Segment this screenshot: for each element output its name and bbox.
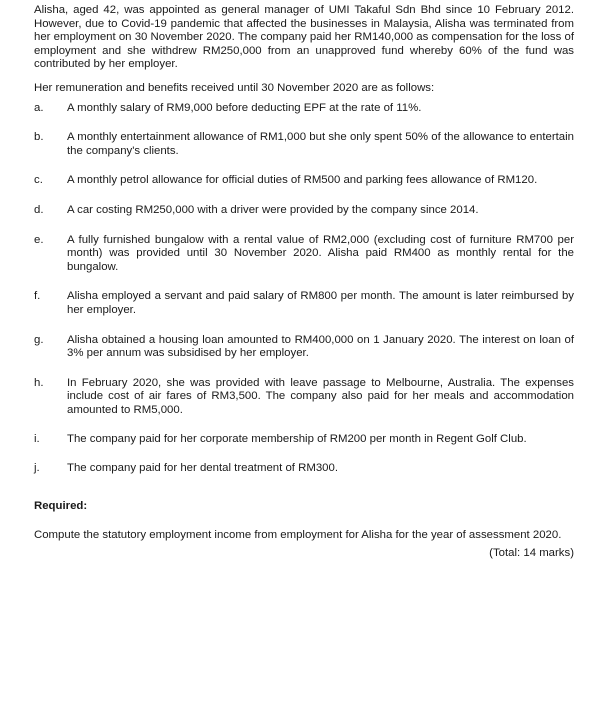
list-item-label: d. — [34, 203, 44, 216]
list-item-label: h. — [34, 376, 44, 389]
list-item-text: The company paid for her dental treatment of RM300. — [67, 462, 338, 475]
list-item-b — [34, 131, 574, 158]
list-item-a — [34, 102, 574, 116]
list-item-label: f. — [34, 290, 41, 303]
list-item-i — [34, 433, 574, 447]
list-item-g — [34, 334, 574, 361]
list-item-label: j. — [34, 462, 40, 475]
list-item-label: e. — [34, 233, 44, 246]
list-item-text: A monthly salary of RM9,000 before deducting EPF at the rate of 11%. — [67, 101, 422, 114]
list-item-text: Alisha employed a servant and paid salary of RM800 per month. The amount is later reimbursed by her employer. — [67, 290, 574, 316]
list-item-text: Alisha obtained a housing loan amounted to RM400,000 on 1 January 2020. The interest on loan of 3% per annum was subsidised by her employer. — [67, 333, 574, 360]
lead-sentence: Her remuneration and benefits received until 30 November 2020 are as follows: — [34, 81, 435, 94]
required-heading: Required: — [34, 499, 88, 512]
list-item-text: A car costing RM250,000 with a driver were provided by the company since 2014. — [67, 203, 479, 216]
list-item-j — [34, 462, 574, 476]
task-statement: Compute the statutory employment income from employment for Alisha for the year of assessment 2020. — [34, 529, 562, 542]
list-item-f — [34, 290, 574, 317]
list-item-text: The company paid for her corporate membership of RM200 per month in Regent Golf Club. — [67, 433, 527, 446]
list-item-e — [34, 234, 574, 275]
list-item-text: A monthly petrol allowance for official duties of RM500 and parking fees allowance of RM120. — [67, 174, 538, 187]
list-item-text: A monthly entertainment allowance of RM1,000 but she only spent 50% of the allowance to entertain the company's clients. — [67, 131, 574, 157]
list-item-label: i. — [34, 433, 40, 446]
total-marks: (Total: 14 marks) — [489, 546, 574, 559]
list-item-text: In February 2020, she was provided with leave passage to Melbourne, Australia. The expenses include cost of air fares of RM3,500. The company also paid for her meals and accommodation amounted to RM5,000. — [67, 376, 574, 416]
list-item-label: a. — [34, 101, 44, 114]
list-item-h — [34, 377, 574, 418]
intro-paragraph: Alisha, aged 42, was appointed as general manager of UMI Takaful Sdn Bhd since 10 February 2012. However, due to Covid-19 pandemic that affected the businesses in Malaysia, Alisha was terminated from her employment on 30 November 2020. The company paid her RM140,000 as compensation for the loss of employment and she withdrew RM250,000 from an unapproved fund whereby 60% of the fund was contributed by her employer. — [34, 4, 574, 71]
list-item-label: c. — [34, 174, 43, 187]
list-item-text: A fully furnished bungalow with a rental value of RM2,000 (excluding cost of furniture RM700 per month) was provided until 30 November 2020. Alisha paid RM400 as monthly rental for the bungalow. — [67, 233, 574, 273]
benefits-list — [34, 102, 574, 476]
list-item-c — [34, 174, 574, 188]
list-item-d — [34, 204, 574, 218]
list-item-label: b. — [34, 131, 44, 144]
list-item-label: g. — [34, 333, 44, 346]
